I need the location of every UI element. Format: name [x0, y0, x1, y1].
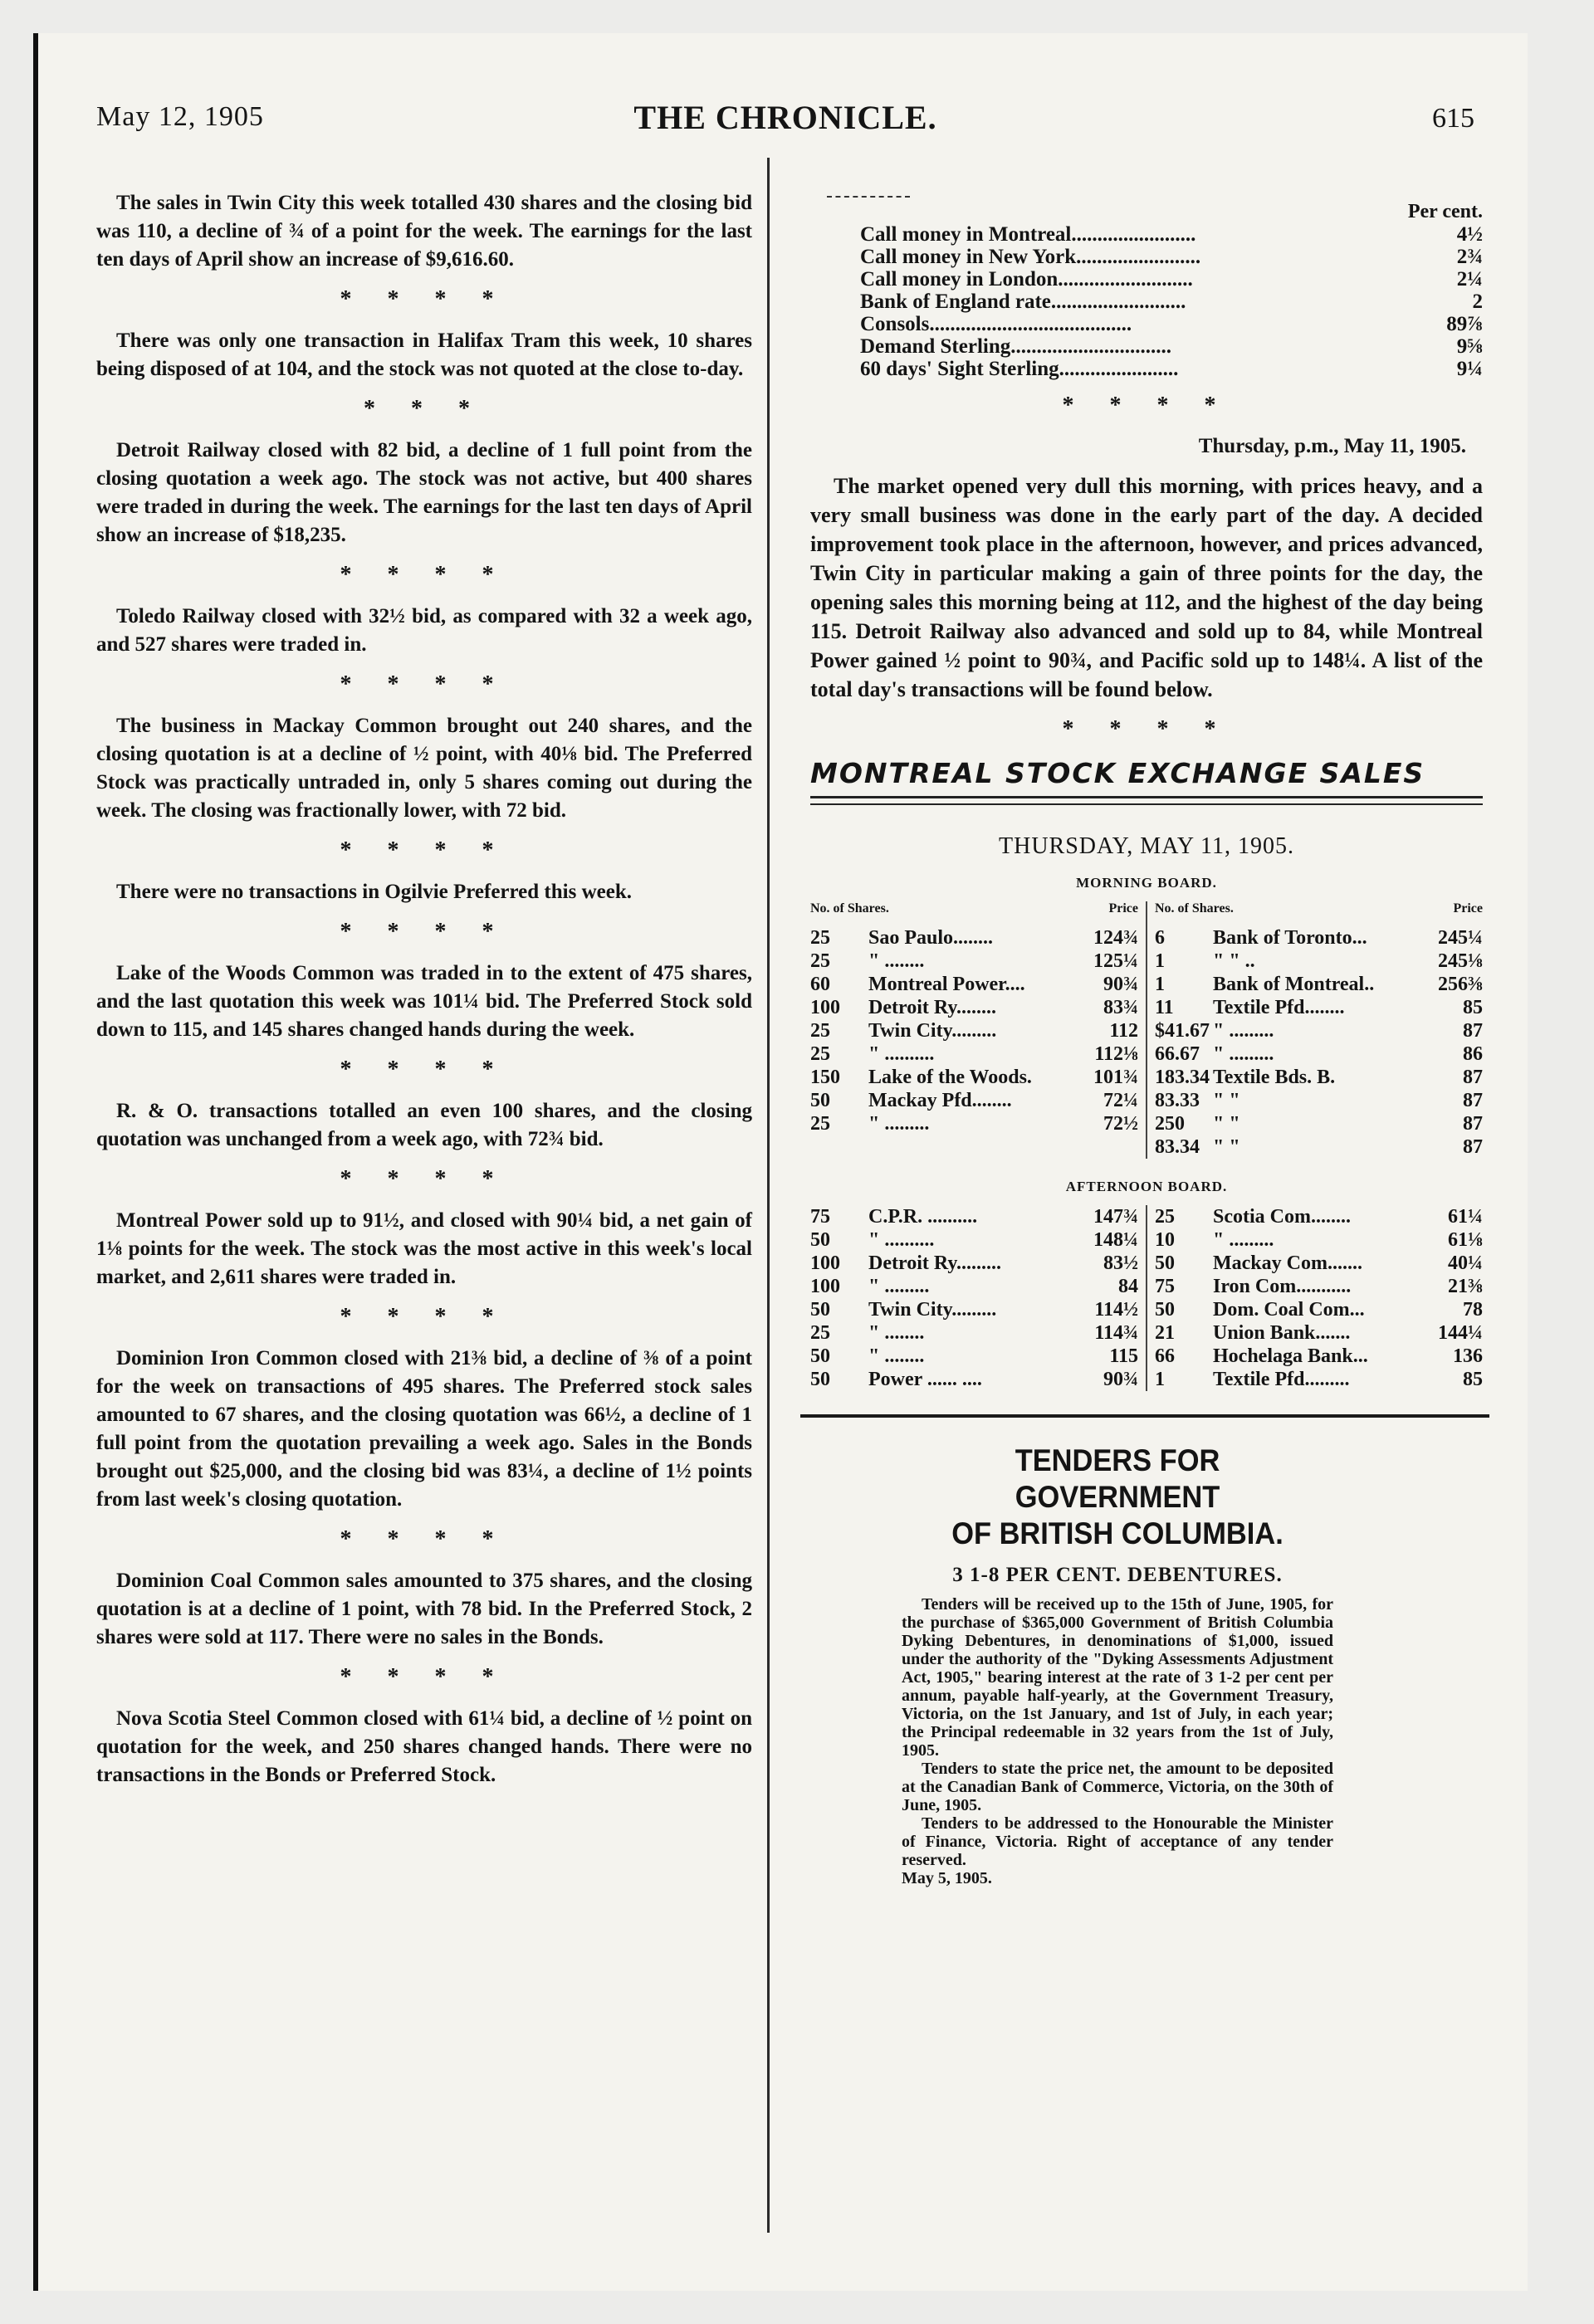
sale-shares: 100: [810, 997, 840, 1018]
morning-board-left: [810, 901, 1138, 1159]
sale-shares: 21: [1155, 1322, 1175, 1344]
sale-stock: C.P.R. ..........: [868, 1206, 978, 1228]
sale-stock: " ": [1213, 1090, 1240, 1111]
paragraph-dominion-iron: Dominion Iron Common closed with 21⅜ bid, a decline of ⅜ of a point for the week on transactions of 495 shares. The Preferred stock sales amounted to 67 shares, and the closing quotation was 66½, a decline of 1 full point from the quotation prevailing a week ago. Sales in the Bonds brought out $25,000, and the closing bid was 83¼, a decline of 1½ points from last week's closing quotation.: [96, 1347, 752, 1511]
right-column: [810, 196, 1483, 1888]
paragraph-twin-city: The sales in Twin City this week totalled 430 shares and the closing bid was 110, a decline of ¾ of a point for the week. The earnings for the last ten days of April show an increase of $9,616.60.: [96, 192, 752, 271]
sale-row: [810, 1089, 1138, 1112]
morning-board-table: [810, 901, 1483, 1159]
sale-row: [1155, 1042, 1483, 1066]
rate-row: [810, 268, 1483, 290]
separator-stars: * * * *: [340, 1304, 509, 1330]
sale-price: 90¾: [1103, 1369, 1138, 1390]
sale-shares: 183.34: [1155, 1067, 1210, 1088]
sale-row: [1155, 1275, 1483, 1298]
sale-stock: " ": [1213, 1136, 1240, 1158]
morning-board-right: [1155, 901, 1483, 1159]
sale-shares: 250: [1155, 1113, 1185, 1135]
sale-stock: " ": [1213, 1113, 1240, 1135]
col-price-header: Price: [1453, 901, 1483, 915]
col-price-header: Price: [1108, 901, 1138, 915]
sale-price: 87: [1463, 1113, 1483, 1135]
tender-title: OF BRITISH COLUMBIA.: [951, 1516, 1284, 1550]
sale-price: 21⅜: [1448, 1276, 1483, 1297]
sale-stock: Scotia Com........: [1213, 1206, 1351, 1228]
sale-price: 245⅛: [1438, 950, 1483, 972]
sale-price: 85: [1463, 997, 1483, 1018]
afternoon-board-left: [810, 1205, 1138, 1391]
sale-stock: " " ..: [1213, 950, 1255, 972]
board-column-divider: [1146, 901, 1147, 1159]
sale-price: 136: [1453, 1345, 1483, 1367]
rate-row: [810, 290, 1483, 313]
sale-row: [1155, 950, 1483, 973]
tender-paragraph: Tenders to state the price net, the amount to be deposited at the Canadian Bank of Commerce, Victoria, on the 30th of June, 1905.: [902, 1760, 1333, 1814]
sale-row: [1155, 1089, 1483, 1112]
sale-stock: Power ...... ....: [868, 1369, 982, 1390]
sale-shares: 60: [810, 974, 830, 995]
sale-stock: Bank of Toronto...: [1213, 927, 1367, 949]
sale-price: 147¾: [1093, 1206, 1138, 1228]
sale-shares: $41.67: [1155, 1020, 1210, 1042]
sale-price: 72½: [1103, 1113, 1138, 1135]
rate-value: 89⅞: [1446, 313, 1483, 335]
rates-table: [810, 223, 1483, 380]
sale-shares: 50: [810, 1345, 830, 1367]
sale-shares: 83.34: [1155, 1136, 1200, 1158]
sale-price: 72¼: [1103, 1090, 1138, 1111]
sale-price: 112⅛: [1094, 1043, 1138, 1065]
sale-row: [1155, 1252, 1483, 1275]
sales-date: THURSDAY, MAY 11, 1905.: [999, 833, 1294, 859]
sale-stock: Iron Com...........: [1213, 1276, 1352, 1297]
sale-stock: " .........: [868, 1276, 930, 1297]
table-header: [810, 901, 1138, 916]
sale-row: [1155, 973, 1483, 996]
sale-row: [810, 1275, 1138, 1298]
paragraph-mackay-common: The business in Mackay Common brought out 240 shares, and the closing quotation is at a decline of ½ point, with 40⅛ bid. The Preferred Stock was practically untraded in, only 5 shares coming out during the week. The closing was fractionally lower, with 72 bid.: [96, 715, 752, 822]
sale-row: [1155, 1321, 1483, 1345]
sale-stock: " .........: [1213, 1020, 1274, 1042]
sale-shares: 25: [810, 950, 830, 972]
sale-price: 125¼: [1093, 950, 1138, 972]
paragraph-montreal-power: Montreal Power sold up to 91½, and closed with 90¼ bid, a net gain of 1⅛ points for the week. The stock was the most active in this week's local market, and 2,611 shares were traded in.: [96, 1209, 752, 1288]
paragraph-dominion-coal: Dominion Coal Common sales amounted to 375 shares, and the closing quotation is at a decline of 1 point, with 78 bid. In the Preferred Stock, 2 shares were sold at 117. There were no sales in the Bonds.: [96, 1570, 752, 1648]
afternoon-board-table: [810, 1205, 1483, 1391]
rate-row: [810, 223, 1483, 246]
afternoon-board-right: [1155, 1205, 1483, 1391]
sale-stock: " .........: [1213, 1229, 1274, 1251]
sale-price: 87: [1463, 1136, 1483, 1158]
sale-shares: 50: [1155, 1252, 1175, 1274]
sale-price: 84: [1118, 1276, 1138, 1297]
sale-shares: 75: [1155, 1276, 1175, 1297]
separator-stars: * * * *: [340, 671, 509, 697]
sale-price: 256⅜: [1438, 974, 1483, 995]
col-shares-header: No. of Shares.: [810, 901, 889, 915]
separator-stars: * * * *: [340, 1166, 509, 1192]
separator-stars: * * * *: [340, 1664, 509, 1690]
sale-row: [810, 973, 1138, 996]
sale-price: 245¼: [1438, 927, 1483, 949]
paragraph-toledo-railway: Toledo Railway closed with 32½ bid, as compared with 32 a week ago, and 527 shares were traded in.: [96, 605, 752, 656]
sale-price: 144¼: [1438, 1322, 1483, 1344]
sale-row: [810, 1066, 1138, 1089]
sale-stock: Hochelaga Bank...: [1213, 1345, 1368, 1367]
tender-paragraph: Tenders will be received up to the 15th of June, 1905, for the purchase of $365,000 Government of British Columbia Dyking Debentures, in denominations of $1,000, issued under the authority of the "Dyking Assessments Adjustment Act, 1905," bearing interest at the rate of 3 1-2 per cent per annum, payable half-yearly, at the Government Treasury, Victoria, on the 1st January, and 1st of July, in each year; the Principal redeemable in 32 years from the 1st of July, 1905.: [902, 1595, 1333, 1760]
sale-stock: " ........: [868, 1345, 925, 1367]
market-report: The market opened very dull this morning, with prices heavy, and a very small business was done in the early part of the day. A decided improvement took place in the afternoon, however, and prices advanced, Twin City in particular making a gain of three points for the day, the opening sales this morning being at 112, and the highest of the day being 115. Detroit Railway also advanced and sold up to 84, while Montreal Power gained ½ point to 90¾, and Pacific sold up to 148¼. A list of the total day's transactions will be found below.: [810, 474, 1483, 701]
sale-shares: 50: [810, 1229, 830, 1251]
sale-stock: Sao Paulo........: [868, 927, 994, 949]
sale-row: [810, 1205, 1138, 1228]
sale-row: [810, 1112, 1138, 1135]
sale-row: [1155, 1135, 1483, 1159]
paragraph-detroit-railway: Detroit Railway closed with 82 bid, a decline of 1 full point from the closing quotation a week ago. The stock was not active, but 400 shares were traded in during the week. The earnings for the last ten days of April show an increase of $18,235.: [96, 439, 752, 546]
separator-stars: * * *: [364, 396, 485, 422]
sale-row: [810, 1228, 1138, 1252]
sale-shares: 50: [810, 1090, 830, 1111]
sale-row: [1155, 1368, 1483, 1391]
tender-title: TENDERS FOR GOVERNMENT: [1015, 1443, 1220, 1514]
sale-shares: 66: [1155, 1345, 1175, 1367]
rates-header-label: Per cent.: [1407, 201, 1483, 222]
sale-price: 61¼: [1448, 1206, 1483, 1228]
paragraph-lake-of-the-woods: Lake of the Woods Common was traded in to the extent of 475 shares, and the last quotation this week was 101¼ bid. The Preferred Stock sold down to 115, and 145 shares changed hands during the week.: [96, 962, 752, 1041]
rate-value: 2¼: [1456, 268, 1483, 290]
tender-paragraph: Tenders to be addressed to the Honourable the Minister of Finance, Victoria. Right of acceptance of any tender reserved.: [902, 1814, 1333, 1869]
sale-price: 87: [1463, 1067, 1483, 1088]
sale-shares: 50: [810, 1369, 830, 1390]
sale-row: [1155, 1298, 1483, 1321]
sale-stock: " .........: [868, 1113, 930, 1135]
sale-shares: 100: [810, 1252, 840, 1274]
rate-label: Demand Sterling...............................: [860, 335, 1171, 358]
market-dateline: Thursday, p.m., May 11, 1905.: [1198, 435, 1466, 457]
sale-stock: Mackay Com.......: [1213, 1252, 1362, 1274]
sale-shares: 100: [810, 1276, 840, 1297]
separator-stars: * * * *: [1062, 716, 1231, 742]
sale-price: 87: [1463, 1020, 1483, 1042]
sale-shares: 25: [1155, 1206, 1175, 1228]
paragraph-halifax-tram: There was only one transaction in Halifax Tram this week, 10 shares being disposed of at 104, and the stock was not quoted at the close to-day.: [96, 330, 752, 380]
sale-shares: 1: [1155, 1369, 1165, 1390]
rate-label: Bank of England rate..........................: [860, 290, 1186, 313]
rate-row: [810, 246, 1483, 268]
paragraph-ogilvie: There were no transactions in Ogilvie Preferred this week.: [116, 881, 632, 903]
table-header: [1155, 901, 1483, 916]
rate-label: Call money in London..........................: [860, 268, 1193, 290]
separator-stars: * * * *: [340, 919, 509, 945]
left-column: [96, 189, 752, 1789]
col-shares-header: No. of Shares.: [1155, 901, 1234, 915]
section-rule: [800, 1414, 1489, 1418]
sale-price: 78: [1463, 1299, 1483, 1321]
rate-value: 4½: [1456, 223, 1483, 246]
column-divider: [767, 158, 770, 2233]
sale-shares: 50: [810, 1299, 830, 1321]
page-number: 615: [1432, 103, 1474, 134]
sale-shares: 75: [810, 1206, 830, 1228]
sale-price: 83¾: [1103, 997, 1138, 1018]
sale-shares: 25: [810, 1322, 830, 1344]
separator-stars: * * * *: [340, 562, 509, 588]
tender-subtitle: 3 1-8 PER CENT. DEBENTURES.: [952, 1564, 1283, 1586]
sale-price: 114¾: [1094, 1322, 1138, 1344]
sale-row: [1155, 1066, 1483, 1089]
rate-value: 9⅝: [1456, 335, 1483, 358]
tender-advertisement: [902, 1443, 1333, 1888]
page-header: [96, 90, 1474, 148]
tender-date: May 5, 1905.: [902, 1869, 992, 1887]
sale-shares: 11: [1155, 997, 1174, 1018]
morning-board-label: MORNING BOARD.: [1076, 875, 1217, 891]
sale-price: 112: [1109, 1020, 1138, 1042]
sale-shares: 25: [810, 1113, 830, 1135]
sale-shares: 150: [810, 1067, 840, 1088]
sale-shares: 1: [1155, 950, 1165, 972]
sale-price: 115: [1109, 1345, 1138, 1367]
rates-header: [810, 201, 1483, 223]
rate-label: 60 days' Sight Sterling.......................: [860, 358, 1179, 380]
sale-row: [810, 950, 1138, 973]
sale-stock: Twin City.........: [868, 1299, 997, 1321]
sale-price: 87: [1463, 1090, 1483, 1111]
sale-stock: " ........: [868, 950, 925, 972]
rate-value: 2¾: [1456, 246, 1483, 268]
sales-section-title: MONTREAL STOCK EXCHANGE SALES: [810, 757, 1425, 789]
sale-price: 83½: [1103, 1252, 1138, 1274]
sale-row: [1155, 1112, 1483, 1135]
rate-label: Call money in New York........................: [860, 246, 1201, 268]
sale-stock: Textile Bds. B.: [1213, 1067, 1336, 1088]
rate-row: [810, 335, 1483, 358]
sale-stock: Twin City.........: [868, 1020, 997, 1042]
newspaper-page: [33, 33, 1528, 2291]
paragraph-r-and-o: R. & O. transactions totalled an even 100 shares, and the closing quotation was unchanged from a week ago, with 72¾ bid.: [96, 1100, 752, 1150]
sale-row: [1155, 1019, 1483, 1042]
sale-stock: Textile Pfd.........: [1213, 1369, 1350, 1390]
sale-shares: 25: [810, 1020, 830, 1042]
sale-stock: Dom. Coal Com...: [1213, 1299, 1365, 1321]
sale-stock: Bank of Montreal..: [1213, 974, 1375, 995]
sale-row: [810, 1345, 1138, 1368]
sale-stock: " ..........: [868, 1043, 935, 1065]
sale-stock: " .........: [1213, 1043, 1274, 1065]
sale-shares: 83.33: [1155, 1090, 1200, 1111]
rate-row: [810, 313, 1483, 335]
rate-label: Consols.......................................: [860, 313, 1132, 335]
separator-stars: * * * *: [1062, 393, 1231, 418]
short-rule: [827, 196, 910, 198]
publication-title: THE CHRONICLE.: [633, 99, 937, 136]
sale-shares: 10: [1155, 1229, 1175, 1251]
sale-row: [1155, 1345, 1483, 1368]
sale-stock: " ........: [868, 1322, 925, 1344]
sale-shares: 25: [810, 1043, 830, 1065]
paragraph-nova-scotia-steel: Nova Scotia Steel Common closed with 61¼ bid, a decline of ½ point on quotation for the week, and 250 shares changed hands. There were no transactions in the Bonds or Preferred Stock.: [96, 1707, 752, 1786]
rate-value: 2: [1472, 290, 1483, 313]
sale-shares: 1: [1155, 974, 1165, 995]
sale-row: [810, 926, 1138, 950]
sale-shares: 6: [1155, 927, 1165, 949]
sale-stock: Mackay Pfd........: [868, 1090, 1012, 1111]
sale-stock: Detroit Ry........: [868, 997, 997, 1018]
sale-row: [810, 1042, 1138, 1066]
sale-stock: " ..........: [868, 1229, 935, 1251]
separator-stars: * * * *: [340, 1057, 509, 1082]
sale-stock: Montreal Power....: [868, 974, 1025, 995]
sale-price: 148¼: [1093, 1229, 1138, 1251]
sale-price: 124¾: [1093, 927, 1138, 949]
sale-row: [1155, 1228, 1483, 1252]
sale-row: [810, 1019, 1138, 1042]
rate-label: Call money in Montreal........................: [860, 223, 1196, 246]
sale-shares: 66.67: [1155, 1043, 1200, 1065]
board-column-divider: [1146, 1205, 1147, 1391]
sale-row: [1155, 1205, 1483, 1228]
sale-price: 85: [1463, 1369, 1483, 1390]
sale-shares: 50: [1155, 1299, 1175, 1321]
separator-stars: * * * *: [340, 1526, 509, 1552]
sale-price: 40¼: [1448, 1252, 1483, 1274]
sale-price: 61⅛: [1448, 1229, 1483, 1251]
sale-row: [1155, 996, 1483, 1019]
sale-price: 90¾: [1103, 974, 1138, 995]
sale-row: [810, 1252, 1138, 1275]
sale-row: [810, 1368, 1138, 1391]
sale-stock: Detroit Ry.........: [868, 1252, 1002, 1274]
sale-price: 101¾: [1093, 1067, 1138, 1088]
separator-stars: * * * *: [340, 837, 509, 863]
afternoon-board-label: AFTERNOON BOARD.: [1065, 1179, 1228, 1194]
sale-row: [810, 1298, 1138, 1321]
sale-price: 86: [1463, 1043, 1483, 1065]
sale-row: [1155, 926, 1483, 950]
sale-stock: Lake of the Woods.: [868, 1067, 1032, 1088]
sale-price: 114½: [1094, 1299, 1138, 1321]
rate-row: [810, 358, 1483, 380]
sale-stock: Union Bank.......: [1213, 1322, 1351, 1344]
sale-stock: Textile Pfd........: [1213, 997, 1345, 1018]
sale-row: [810, 1321, 1138, 1345]
separator-stars: * * * *: [340, 286, 509, 312]
sale-row: [810, 996, 1138, 1019]
double-rule: [810, 796, 1483, 805]
sale-shares: 25: [810, 927, 830, 949]
issue-date: May 12, 1905: [96, 101, 264, 132]
rate-value: 9¼: [1456, 358, 1483, 380]
